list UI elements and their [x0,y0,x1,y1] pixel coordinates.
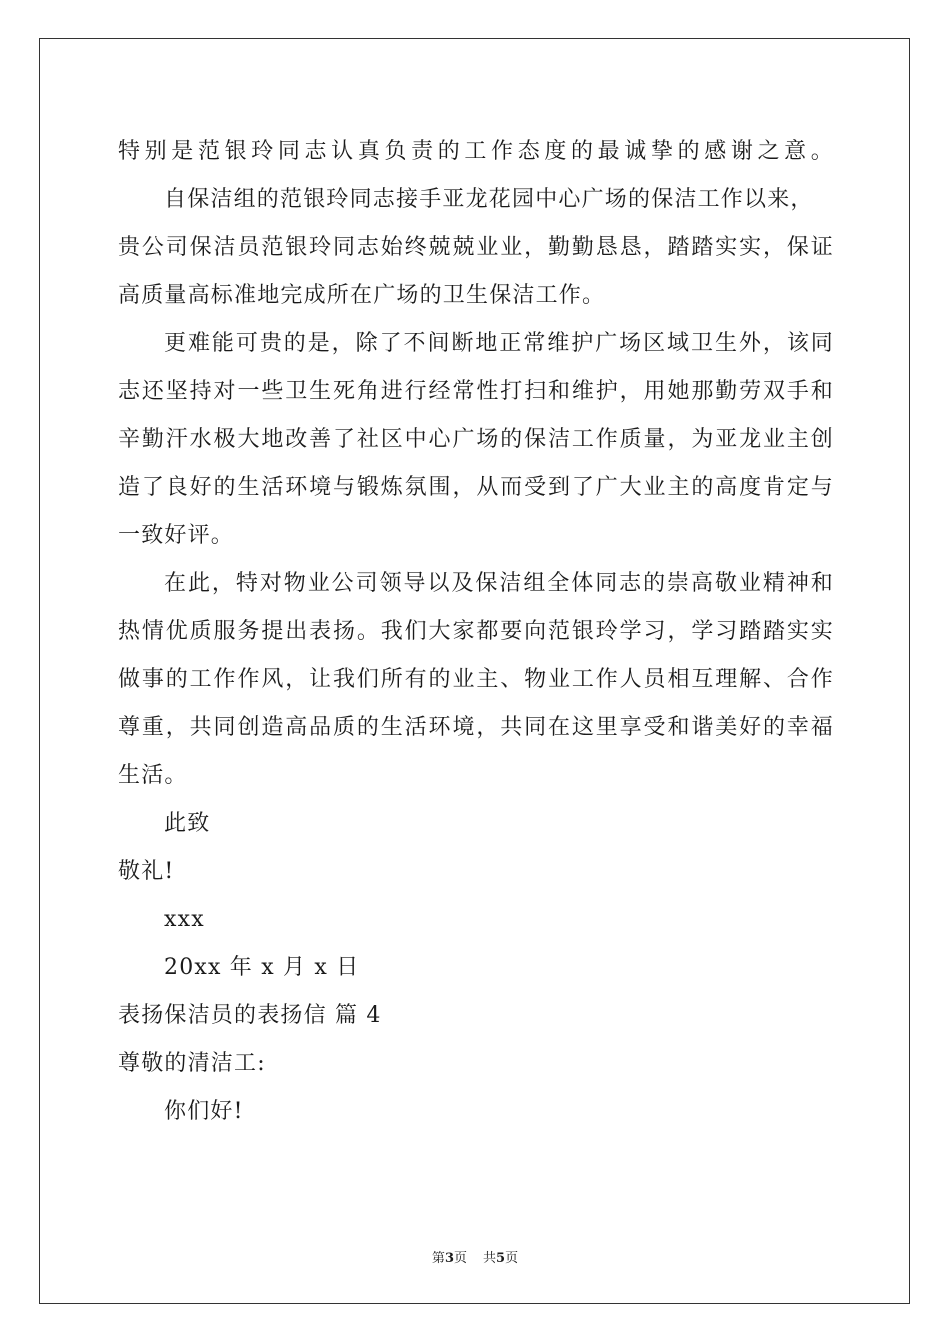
page-footer [0,1247,950,1266]
text-line: 特别是范银玲同志认真负责的工作态度的最诚挚的感谢之意。 [118,139,834,164]
text-line: 在此，特对物业公司领导以及保洁组全体同志的崇高敬业精神和 [164,571,834,596]
total-suffix: 页 [505,1251,519,1266]
text-line: 做事的工作作风，让我们所有的业主、物业工作人员相互理解、合作 [118,667,834,692]
page-suffix: 页 [453,1251,467,1266]
text-line: 自保洁组的范银玲同志接手亚龙花园中心广场的保洁工作以来， [164,187,814,212]
closing-salutation: 此致 [164,811,211,836]
text-line: 生活。 [118,763,188,788]
document-body [118,128,834,1136]
text-line: 高质量高标准地完成所在广场的卫生保洁工作。 [118,283,606,308]
text-line: 辛勤汗水极大地改善了社区中心广场的保洁工作质量，为亚龙业主创 [118,427,834,452]
letter-opening: 你们好! [164,1099,244,1124]
text-line: 一致好评。 [118,523,235,548]
page-number: 3 [444,1251,454,1266]
total-pages: 5 [496,1251,506,1266]
section-heading: 表扬保洁员的表扬信 篇 4 [118,1003,382,1028]
text-line: 更难能可贵的是，除了不间断地正常维护广场区域卫生外，该同 [164,331,834,356]
signature-name: xxx [164,907,205,932]
signature-date: 20xx 年 x 月 x 日 [164,955,360,980]
closing-regards: 敬礼! [118,859,175,884]
text-line: 热情优质服务提出表扬。我们大家都要向范银玲学习，学习踏踏实实 [118,619,834,644]
letter-greeting: 尊敬的清洁工: [118,1051,266,1076]
text-line: 志还坚持对一些卫生死角进行经常性打扫和维护，用她那勤劳双手和 [118,379,834,404]
page-prefix: 第 [431,1251,445,1266]
text-line: 贵公司保洁员范银玲同志始终兢兢业业，勤勤恳恳，踏踏实实，保证 [118,235,834,260]
text-line: 尊重，共同创造高品质的生活环境，共同在这里享受和谐美好的幸福 [118,715,834,740]
text-line: 造了良好的生活环境与锻炼氛围，从而受到了广大业主的高度肯定与 [118,475,834,500]
total-prefix: 共 [483,1251,497,1266]
